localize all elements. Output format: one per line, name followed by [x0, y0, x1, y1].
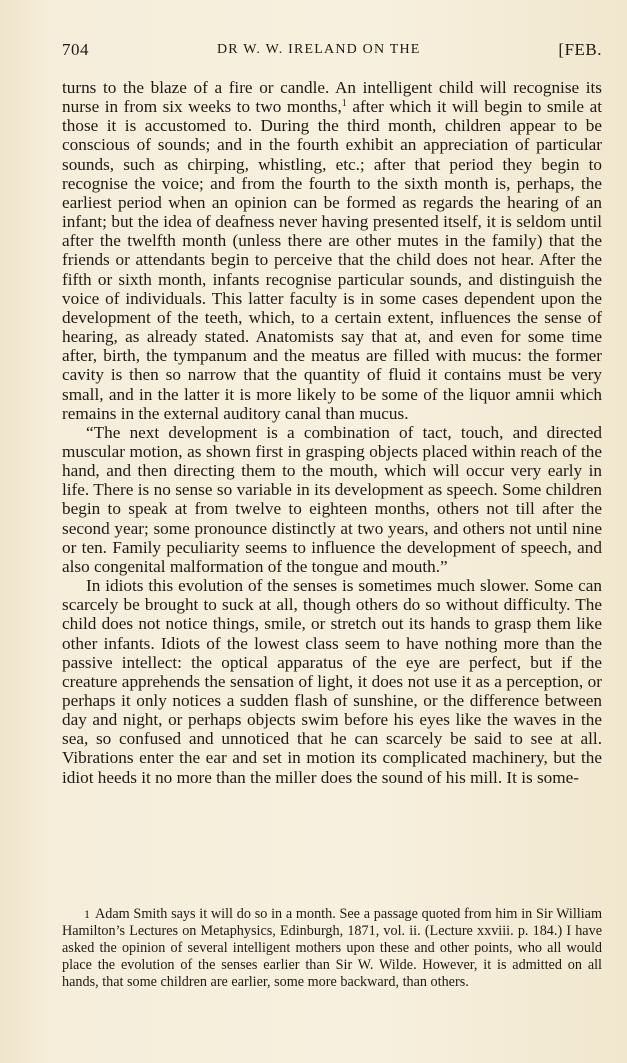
paragraph-2: “The next development is a combination of tact, touch, and directed muscular motion, as shown first in grasping objects placed within reach of the hand, and then directing them to the mouth, which will occur very early in life. There is no sense so variable in its development as speech. Some children begin to speak at from twelve to eighteen months, others not till after the second year; some pronounce distinctly at two years, and others not until nine or ten. Family peculiarity seems to influence the development of speech, and also congenital malformation of the tongue and mouth.”: [62, 422, 602, 576]
body-text: [62, 78, 602, 787]
running-title: DR W. W. IRELAND ON THE: [217, 42, 421, 57]
footnote-text: Adam Smith says it will do so in a month. See a passage quoted from him in Sir William Hamilton’s Lectures on Metaphysics, Edinburgh, 1871, vol. ii. (Lecture xxviii. p. 184.) I have asked the opinion of several intelligent mothers upon these and other points, who all would place the evolution of the senses earlier than Sir W. Wilde. However, it is admitted on all hands, that some children are earlier, some more backward, than others.: [62, 906, 602, 991]
footnote-marker: 1: [84, 907, 90, 921]
running-header: [62, 40, 602, 64]
paragraph-1-text: turns to the blaze of a fire or candle. An intelligent child will recognise its nurse in from six weeks to two months,: [62, 78, 602, 117]
paragraph-1: [62, 78, 602, 423]
footnote: [62, 906, 602, 991]
paragraph-1-continuation: after which it will begin to smile at those it is accustomed to. During the third month, children appear to be conscious of sounds; and in the fourth exhibit an appreciation of particular sounds, such as chirping, whistling, etc.; after that period they begin to recognise the voice; and from the fourth to the sixth month is, perhaps, the earliest period when an opinion can be formed as regards the hearing of an infant; but the idea of deafness never having presented itself, it is seldom until after the twelfth month (unless there are other mutes in the family) that the friends or attendants begin to perceive that the child does not hear. After the fifth or sixth month, infants recognise particular sounds, and distinguish the voice of individuals. This latter faculty is in some cases dependent upon the development of the teeth, which, to a certain extent, influences the sense of hearing, as already stated. Anatomists say that at, and even for some time after, birth, the tympanum and the meatus are filled with mucus: the former cavity is then so narrow that the quantity of fluid it contains must be very small, and in the latter it is more likely to be some of the liquor amnii which remains in the external auditory canal than mucus.: [62, 97, 602, 423]
paragraph-3: In idiots this evolution of the senses is sometimes much slower. Some can scarcely be brought to suck at all, though others do so without difficulty. The child does not notice things, smile, or stretch out its hands to grasp them like other infants. Idiots of the lowest class seem to have nothing more than the passive intellect: the optical apparatus of the eye are perfect, but if the creature apprehends the sensation of light, it does not use it as a perception, or perhaps it only notices a sudden flash of sunshine, or the difference between day and night, or perhaps objects swim before his eyes like the waves in the sea, so confused and unnoticed that he can scarcely be said to see at all. Vibrations enter the ear and set in motion its complicated machinery, but the idiot heeds it no more than the miller does the sound of his mill. It is some-: [62, 576, 602, 787]
page-number: 704: [62, 40, 89, 59]
running-month: [FEB.: [558, 40, 602, 59]
footnote-reference: 1: [341, 98, 347, 110]
